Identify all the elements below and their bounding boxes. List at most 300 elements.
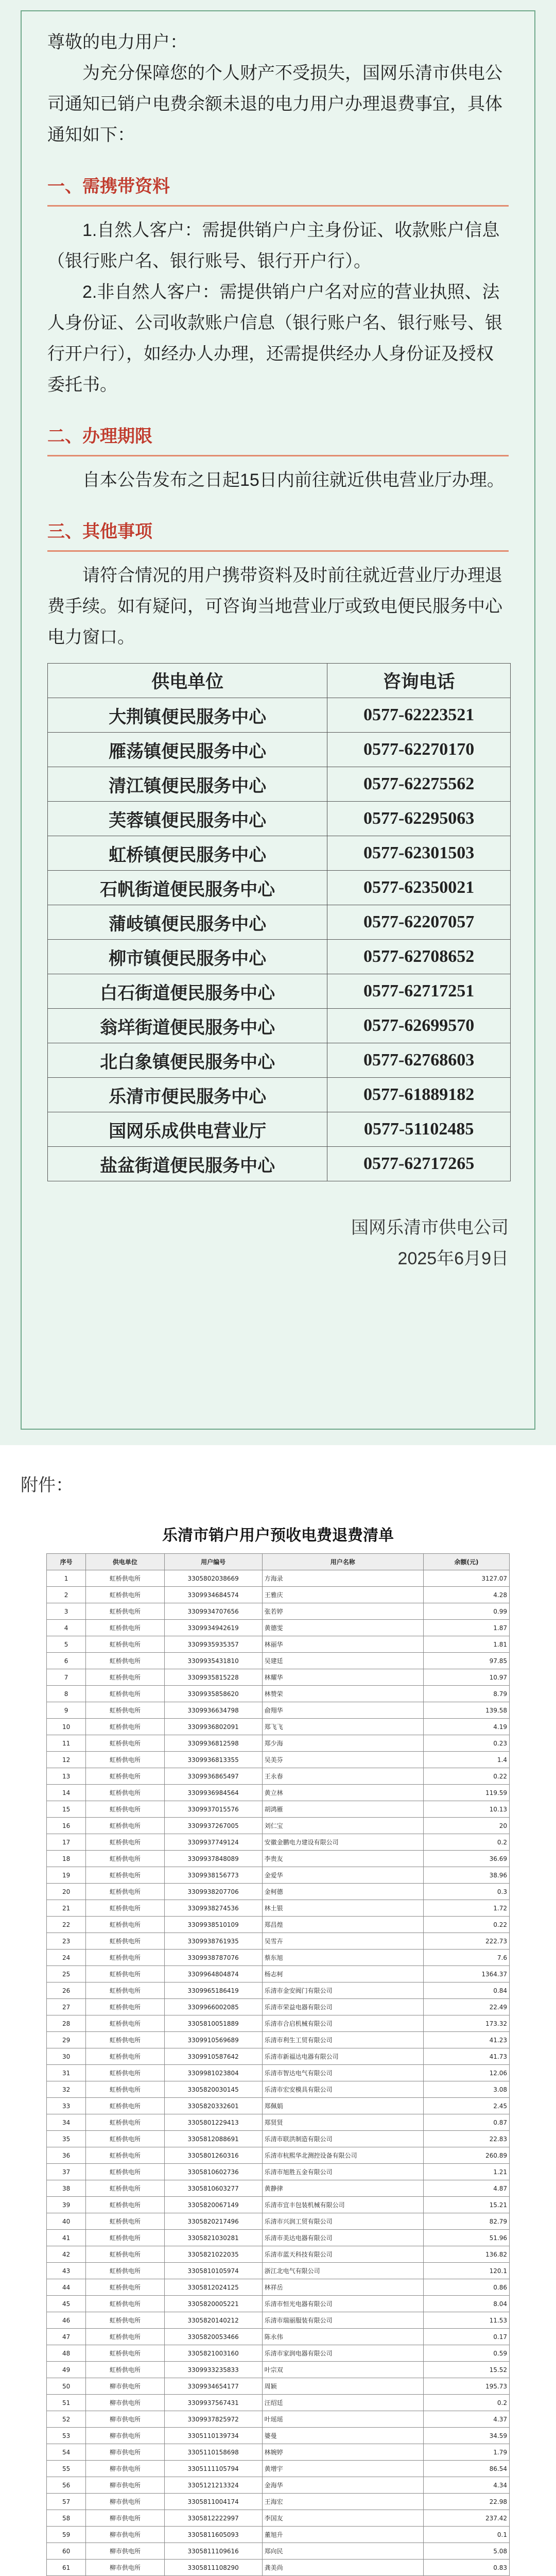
table-row xyxy=(47,1702,510,1719)
user-id-cell: 3309934707656 xyxy=(164,1603,262,1620)
balance-cell: 3.08 xyxy=(423,2081,509,2098)
user-id-cell: 3309935815228 xyxy=(164,1669,262,1686)
index-cell: 5 xyxy=(47,1636,86,1653)
balance-cell: 1.81 xyxy=(423,1636,509,1653)
contact-phone-cell: 0577-62207057 xyxy=(327,905,511,940)
balance-cell: 22.83 xyxy=(423,2131,509,2147)
table-row xyxy=(47,2230,510,2246)
unit-cell: 虹桥供电所 xyxy=(86,2098,164,2114)
unit-cell: 柳市供电所 xyxy=(86,2494,164,2510)
unit-cell: 虹桥供电所 xyxy=(86,2279,164,2296)
balance-cell: 136.82 xyxy=(423,2246,509,2263)
unit-cell: 柳市供电所 xyxy=(86,2378,164,2395)
index-cell: 41 xyxy=(47,2230,86,2246)
index-cell: 20 xyxy=(47,1884,86,1900)
user-id-cell: 3309937749124 xyxy=(164,1834,262,1851)
signer: 国网乐清市供电公司 xyxy=(351,1218,509,1238)
user-name-cell: 蔡东旭 xyxy=(262,1950,423,1966)
balance-cell: 0.59 xyxy=(423,2345,509,2362)
user-name-cell: 乐清市荣益电器有限公司 xyxy=(262,1999,423,2015)
unit-cell: 虹桥供电所 xyxy=(86,1570,164,1587)
unit-cell: 虹桥供电所 xyxy=(86,1653,164,1669)
user-id-cell: 3309935935357 xyxy=(164,1636,262,1653)
balance-cell: 4.28 xyxy=(423,1587,509,1603)
contact-row xyxy=(48,802,511,836)
table-row xyxy=(47,2527,510,2543)
index-cell: 49 xyxy=(47,2362,86,2378)
refund-list-title: 乐清市销户用户预收电费退费清单 xyxy=(162,1527,394,1544)
table-row xyxy=(47,1999,510,2015)
table-row xyxy=(47,1801,510,1818)
user-id-cell: 3309937267005 xyxy=(164,1818,262,1834)
header-user-id: 用户编号 xyxy=(164,1554,262,1570)
index-cell: 26 xyxy=(47,1982,86,1999)
index-cell: 37 xyxy=(47,2164,86,2180)
contact-phone-cell: 0577-62223521 xyxy=(327,698,511,733)
user-id-cell: 3309937015576 xyxy=(164,1801,262,1818)
contact-unit-cell: 蒲岐镇便民服务中心 xyxy=(48,905,327,940)
section-divider xyxy=(47,455,509,456)
balance-cell: 1.79 xyxy=(423,2444,509,2461)
index-cell: 53 xyxy=(47,2428,86,2444)
table-row xyxy=(47,1752,510,1768)
index-cell: 28 xyxy=(47,2015,86,2032)
user-name-cell: 林土银 xyxy=(262,1900,423,1917)
user-id-cell: 3305111105794 xyxy=(164,2461,262,2477)
user-name-cell: 周颖 xyxy=(262,2378,423,2395)
user-name-cell: 林丽华 xyxy=(262,1636,423,1653)
balance-cell: 0.3 xyxy=(423,1884,509,1900)
user-name-cell: 乐清市家润电器有限公司 xyxy=(262,2345,423,2362)
user-name-cell: 陈永伟 xyxy=(262,2329,423,2345)
unit-cell: 虹桥供电所 xyxy=(86,2081,164,2098)
contact-unit-cell: 石帆街道便民服务中心 xyxy=(48,871,327,905)
contact-unit-cell: 柳市镇便民服务中心 xyxy=(48,940,327,974)
index-cell: 51 xyxy=(47,2395,86,2411)
table-row xyxy=(47,2543,510,2560)
user-name-cell: 浙江北电气有限公司 xyxy=(262,2263,423,2279)
user-name-cell: 乐清市杭熙华北测控设备有限公司 xyxy=(262,2147,423,2164)
unit-cell: 虹桥供电所 xyxy=(86,2015,164,2032)
user-id-cell: 3309937825972 xyxy=(164,2411,262,2428)
unit-cell: 虹桥供电所 xyxy=(86,1702,164,1719)
user-id-cell: 3305812222997 xyxy=(164,2510,262,2527)
table-row xyxy=(47,2197,510,2213)
user-id-cell: 3309936865497 xyxy=(164,1768,262,1785)
index-cell: 57 xyxy=(47,2494,86,2510)
unit-cell: 虹桥供电所 xyxy=(86,2147,164,2164)
index-cell: 22 xyxy=(47,1917,86,1933)
user-id-cell: 3309936802091 xyxy=(164,1719,262,1735)
unit-cell: 虹桥供电所 xyxy=(86,2329,164,2345)
index-cell: 60 xyxy=(47,2543,86,2560)
index-cell: 47 xyxy=(47,2329,86,2345)
index-cell: 44 xyxy=(47,2279,86,2296)
user-id-cell: 3305820140212 xyxy=(164,2312,262,2329)
unit-cell: 虹桥供电所 xyxy=(86,2312,164,2329)
balance-cell: 10.97 xyxy=(423,1669,509,1686)
balance-cell: 0.2 xyxy=(423,1834,509,1851)
user-name-cell: 郑少海 xyxy=(262,1735,423,1752)
user-id-cell: 3305810602736 xyxy=(164,2164,262,2180)
user-id-cell: 3305110158698 xyxy=(164,2444,262,2461)
table-row xyxy=(47,2477,510,2494)
user-name-cell: 汪绍廷 xyxy=(262,2395,423,2411)
contact-header-row xyxy=(48,664,511,698)
header-unit: 供电单位 xyxy=(86,1554,164,1570)
user-name-cell: 郑向民 xyxy=(262,2543,423,2560)
user-name-cell: 乐清市美达电器有限公司 xyxy=(262,2230,423,2246)
contact-phone-cell: 0577-62275562 xyxy=(327,767,511,802)
user-id-cell: 3305820332601 xyxy=(164,2098,262,2114)
table-row xyxy=(47,2296,510,2312)
unit-cell: 柳市供电所 xyxy=(86,2543,164,2560)
balance-cell: 4.34 xyxy=(423,2477,509,2494)
index-cell: 9 xyxy=(47,1702,86,1719)
user-name-cell: 吴建廷 xyxy=(262,1653,423,1669)
unit-cell: 虹桥供电所 xyxy=(86,2180,164,2197)
user-name-cell: 林祥岳 xyxy=(262,2279,423,2296)
index-cell: 61 xyxy=(47,2560,86,2576)
unit-cell: 虹桥供电所 xyxy=(86,2114,164,2131)
balance-cell: 11.53 xyxy=(423,2312,509,2329)
table-row xyxy=(47,1982,510,1999)
unit-cell: 虹桥供电所 xyxy=(86,2164,164,2180)
index-cell: 39 xyxy=(47,2197,86,2213)
user-name-cell: 乐清市金安阀门有限公司 xyxy=(262,1982,423,1999)
balance-cell: 0.23 xyxy=(423,1735,509,1752)
contact-unit-cell: 乐清市便民服务中心 xyxy=(48,1078,327,1112)
contact-row xyxy=(48,836,511,871)
balance-cell: 7.6 xyxy=(423,1950,509,1966)
unit-cell: 虹桥供电所 xyxy=(86,1587,164,1603)
balance-cell: 0.17 xyxy=(423,2329,509,2345)
index-cell: 27 xyxy=(47,1999,86,2015)
user-id-cell: 3305810105974 xyxy=(164,2263,262,2279)
index-cell: 48 xyxy=(47,2345,86,2362)
user-id-cell: 3309934942619 xyxy=(164,1620,262,1636)
table-row xyxy=(47,1636,510,1653)
table-row xyxy=(47,2411,510,2428)
user-id-cell: 3309938207706 xyxy=(164,1884,262,1900)
user-name-cell: 乐清市宏安模具有限公司 xyxy=(262,2081,423,2098)
index-cell: 36 xyxy=(47,2147,86,2164)
user-id-cell: 3309966002085 xyxy=(164,1999,262,2015)
table-row xyxy=(47,2362,510,2378)
contact-row xyxy=(48,733,511,767)
contact-phone-cell: 0577-62717251 xyxy=(327,974,511,1009)
table-row xyxy=(47,1570,510,1587)
balance-cell: 8.79 xyxy=(423,1686,509,1702)
unit-cell: 虹桥供电所 xyxy=(86,1851,164,1867)
balance-cell: 5.08 xyxy=(423,2543,509,2560)
unit-cell: 虹桥供电所 xyxy=(86,1636,164,1653)
table-row xyxy=(47,1768,510,1785)
user-name-cell: 乐清市瑞丽服装有限公司 xyxy=(262,2312,423,2329)
table-row xyxy=(47,2032,510,2048)
index-cell: 10 xyxy=(47,1719,86,1735)
materials-individual: 1.自然人客户：需提供销户户主身份证、收款账户信息（银行账户名、银行账号、银行开户行）。 xyxy=(47,221,500,271)
user-id-cell: 3309937848089 xyxy=(164,1851,262,1867)
table-row xyxy=(47,2131,510,2147)
user-name-cell: 王雅庆 xyxy=(262,1587,423,1603)
user-name-cell: 俞翔华 xyxy=(262,1702,423,1719)
unit-cell: 柳市供电所 xyxy=(86,2477,164,2494)
header-balance: 余额(元) xyxy=(423,1554,509,1570)
user-id-cell: 3309938787076 xyxy=(164,1950,262,1966)
table-row xyxy=(47,1900,510,1917)
balance-cell: 0.99 xyxy=(423,1603,509,1620)
balance-cell: 0.22 xyxy=(423,1768,509,1785)
header-user-name: 用户名称 xyxy=(262,1554,423,1570)
index-cell: 30 xyxy=(47,2048,86,2065)
table-row xyxy=(47,2213,510,2230)
unit-cell: 虹桥供电所 xyxy=(86,1752,164,1768)
balance-cell: 15.52 xyxy=(423,2362,509,2378)
index-cell: 1 xyxy=(47,1570,86,1587)
unit-cell: 虹桥供电所 xyxy=(86,1834,164,1851)
table-row xyxy=(47,1587,510,1603)
balance-cell: 86.54 xyxy=(423,2461,509,2477)
user-id-cell: 3309981023804 xyxy=(164,2065,262,2081)
unit-cell: 虹桥供电所 xyxy=(86,1735,164,1752)
index-cell: 40 xyxy=(47,2213,86,2230)
user-id-cell: 3309910587642 xyxy=(164,2048,262,2065)
user-id-cell: 3309937567431 xyxy=(164,2395,262,2411)
user-id-cell: 3305821030281 xyxy=(164,2230,262,2246)
user-id-cell: 3309910569689 xyxy=(164,2032,262,2048)
contact-phone-cell: 0577-51102485 xyxy=(327,1112,511,1147)
index-cell: 29 xyxy=(47,2032,86,2048)
user-name-cell: 杨志柯 xyxy=(262,1966,423,1982)
index-cell: 14 xyxy=(47,1785,86,1801)
user-id-cell: 3305811605093 xyxy=(164,2527,262,2543)
sign-date: 2025年6月9日 xyxy=(397,1249,509,1268)
unit-cell: 虹桥供电所 xyxy=(86,1917,164,1933)
user-id-cell: 3309934684574 xyxy=(164,1587,262,1603)
index-cell: 3 xyxy=(47,1603,86,1620)
user-id-cell: 3305821003160 xyxy=(164,2345,262,2362)
contact-unit-cell: 雁荡镇便民服务中心 xyxy=(48,733,327,767)
balance-cell: 41.73 xyxy=(423,2048,509,2065)
unit-cell: 虹桥供电所 xyxy=(86,1950,164,1966)
unit-cell: 虹桥供电所 xyxy=(86,1686,164,1702)
contact-unit-cell: 盐盆街道便民服务中心 xyxy=(48,1147,327,1181)
contact-phone-cell: 0577-62295063 xyxy=(327,802,511,836)
balance-cell: 10.13 xyxy=(423,1801,509,1818)
user-name-cell: 金海华 xyxy=(262,2477,423,2494)
table-row xyxy=(47,2560,510,2576)
header-index: 序号 xyxy=(47,1554,86,1570)
balance-cell: 120.1 xyxy=(423,2263,509,2279)
unit-cell: 柳市供电所 xyxy=(86,2510,164,2527)
user-name-cell: 乐清市宜丰包装机械有限公司 xyxy=(262,2197,423,2213)
refund-header-row xyxy=(47,1554,510,1570)
index-cell: 11 xyxy=(47,1735,86,1752)
contact-unit-cell: 北白象镇便民服务中心 xyxy=(48,1043,327,1078)
contact-phone-cell: 0577-62717265 xyxy=(327,1147,511,1181)
balance-cell: 8.04 xyxy=(423,2296,509,2312)
index-cell: 43 xyxy=(47,2263,86,2279)
balance-cell: 22.49 xyxy=(423,1999,509,2015)
user-id-cell: 3309936813355 xyxy=(164,1752,262,1768)
user-name-cell: 黄德雯 xyxy=(262,1620,423,1636)
greeting: 尊敬的电力用户： xyxy=(47,32,187,52)
index-cell: 2 xyxy=(47,1587,86,1603)
unit-cell: 虹桥供电所 xyxy=(86,1603,164,1620)
index-cell: 38 xyxy=(47,2180,86,2197)
unit-cell: 虹桥供电所 xyxy=(86,1768,164,1785)
contact-unit-cell: 白石街道便民服务中心 xyxy=(48,974,327,1009)
user-name-cell: 吴雪卉 xyxy=(262,1933,423,1950)
contact-unit-cell: 芙蓉镇便民服务中心 xyxy=(48,802,327,836)
user-name-cell: 吴美芬 xyxy=(262,1752,423,1768)
user-name-cell: 林赞荣 xyxy=(262,1686,423,1702)
contact-row xyxy=(48,698,511,733)
unit-cell: 虹桥供电所 xyxy=(86,1933,164,1950)
user-id-cell: 3309935858620 xyxy=(164,1686,262,1702)
user-name-cell: 王永春 xyxy=(262,1768,423,1785)
user-name-cell: 黄增宇 xyxy=(262,2461,423,2477)
table-row xyxy=(47,2345,510,2362)
user-id-cell: 3305110139734 xyxy=(164,2428,262,2444)
contact-phone-cell: 0577-62350021 xyxy=(327,871,511,905)
table-row xyxy=(47,2015,510,2032)
index-cell: 50 xyxy=(47,2378,86,2395)
balance-cell: 0.86 xyxy=(423,2279,509,2296)
unit-cell: 虹桥供电所 xyxy=(86,1982,164,1999)
user-id-cell: 3309938510109 xyxy=(164,1917,262,1933)
unit-cell: 虹桥供电所 xyxy=(86,1785,164,1801)
contact-unit-cell: 大荆镇便民服务中心 xyxy=(48,698,327,733)
index-cell: 55 xyxy=(47,2461,86,2477)
table-row xyxy=(47,2081,510,2098)
user-id-cell: 3305821022035 xyxy=(164,2246,262,2263)
balance-cell: 260.89 xyxy=(423,2147,509,2164)
table-row xyxy=(47,1884,510,1900)
user-name-cell: 郑贤贤 xyxy=(262,2114,423,2131)
user-name-cell: 郑昌煌 xyxy=(262,1917,423,1933)
intro-paragraph: 为充分保障您的个人财产不受损失，国网乐清市供电公司通知已销户电费余额未退的电力用户办理退费事宜，具体通知如下： xyxy=(47,63,502,145)
user-name-cell: 叶宗双 xyxy=(262,2362,423,2378)
user-name-cell: 乐清市利生工贸有限公司 xyxy=(262,2032,423,2048)
user-name-cell: 郑飞飞 xyxy=(262,1719,423,1735)
contact-header-phone: 咨询电话 xyxy=(327,664,511,698)
contact-row xyxy=(48,1078,511,1112)
user-id-cell: 3309934654177 xyxy=(164,2378,262,2395)
contact-row xyxy=(48,1043,511,1078)
table-row xyxy=(47,2510,510,2527)
table-row xyxy=(47,1686,510,1702)
balance-cell: 195.73 xyxy=(423,2378,509,2395)
balance-cell: 22.98 xyxy=(423,2494,509,2510)
unit-cell: 虹桥供电所 xyxy=(86,1999,164,2015)
balance-cell: 237.42 xyxy=(423,2510,509,2527)
unit-cell: 柳市供电所 xyxy=(86,2461,164,2477)
contact-phone-cell: 0577-62301503 xyxy=(327,836,511,871)
unit-cell: 虹桥供电所 xyxy=(86,1966,164,1982)
index-cell: 34 xyxy=(47,2114,86,2131)
unit-cell: 虹桥供电所 xyxy=(86,2246,164,2263)
table-row xyxy=(47,1785,510,1801)
unit-cell: 虹桥供电所 xyxy=(86,2230,164,2246)
unit-cell: 虹桥供电所 xyxy=(86,2263,164,2279)
contact-unit-cell: 国网乐成供电营业厅 xyxy=(48,1112,327,1147)
unit-cell: 虹桥供电所 xyxy=(86,1669,164,1686)
refund-table-body xyxy=(47,1570,510,2576)
contact-table xyxy=(47,663,511,1181)
user-name-cell: 叶瑶瑶 xyxy=(262,2411,423,2428)
table-row xyxy=(47,1933,510,1950)
user-id-cell: 3305812088691 xyxy=(164,2131,262,2147)
unit-cell: 虹桥供电所 xyxy=(86,1867,164,1884)
table-row xyxy=(47,1620,510,1636)
user-name-cell: 金柯德 xyxy=(262,1884,423,1900)
contact-phone-cell: 0577-61889182 xyxy=(327,1078,511,1112)
table-row xyxy=(47,1653,510,1669)
contact-row xyxy=(48,1147,511,1181)
balance-cell: 0.22 xyxy=(423,1917,509,1933)
unit-cell: 虹桥供电所 xyxy=(86,2197,164,2213)
balance-cell: 139.58 xyxy=(423,1702,509,1719)
user-name-cell: 乐清市旭胜五金有限公司 xyxy=(262,2164,423,2180)
table-row xyxy=(47,1669,510,1686)
table-row xyxy=(47,2065,510,2081)
unit-cell: 虹桥供电所 xyxy=(86,2048,164,2065)
unit-cell: 柳市供电所 xyxy=(86,2395,164,2411)
table-row xyxy=(47,1834,510,1851)
user-id-cell: 3305801229413 xyxy=(164,2114,262,2131)
table-row xyxy=(47,2164,510,2180)
user-id-cell: 3305810603277 xyxy=(164,2180,262,2197)
unit-cell: 柳市供电所 xyxy=(86,2444,164,2461)
user-name-cell: 王海宏 xyxy=(262,2494,423,2510)
index-cell: 24 xyxy=(47,1950,86,1966)
table-row xyxy=(47,2444,510,2461)
table-row xyxy=(47,2147,510,2164)
index-cell: 31 xyxy=(47,2065,86,2081)
balance-cell: 36.69 xyxy=(423,1851,509,1867)
unit-cell: 柳市供电所 xyxy=(86,2428,164,2444)
table-row xyxy=(47,2428,510,2444)
balance-cell: 1364.37 xyxy=(423,1966,509,1982)
contact-row xyxy=(48,940,511,974)
contact-table-body xyxy=(48,698,511,1181)
user-id-cell: 3305811109616 xyxy=(164,2543,262,2560)
balance-cell: 222.73 xyxy=(423,1933,509,1950)
user-id-cell: 3305820030145 xyxy=(164,2081,262,2098)
user-id-cell: 3309938761935 xyxy=(164,1933,262,1950)
deadline-paragraph: 自本公告发布之日起15日内前往就近供电营业厅办理。 xyxy=(82,470,505,490)
index-cell: 7 xyxy=(47,1669,86,1686)
user-name-cell: 李国友 xyxy=(262,2510,423,2527)
user-id-cell: 3305810051889 xyxy=(164,2015,262,2032)
contact-phone-cell: 0577-62270170 xyxy=(327,733,511,767)
index-cell: 12 xyxy=(47,1752,86,1768)
user-name-cell: 乐清市合启机械有限公司 xyxy=(262,2015,423,2032)
balance-cell: 2.45 xyxy=(423,2098,509,2114)
user-name-cell: 黄静律 xyxy=(262,2180,423,2197)
balance-cell: 4.19 xyxy=(423,1719,509,1735)
index-cell: 25 xyxy=(47,1966,86,1982)
table-row xyxy=(47,2180,510,2197)
unit-cell: 虹桥供电所 xyxy=(86,1818,164,1834)
unit-cell: 虹桥供电所 xyxy=(86,2362,164,2378)
user-name-cell: 安徽金鹏电力建设有限公司 xyxy=(262,1834,423,1851)
balance-cell: 4.37 xyxy=(423,2411,509,2428)
balance-cell: 1.4 xyxy=(423,1752,509,1768)
table-row xyxy=(47,1950,510,1966)
